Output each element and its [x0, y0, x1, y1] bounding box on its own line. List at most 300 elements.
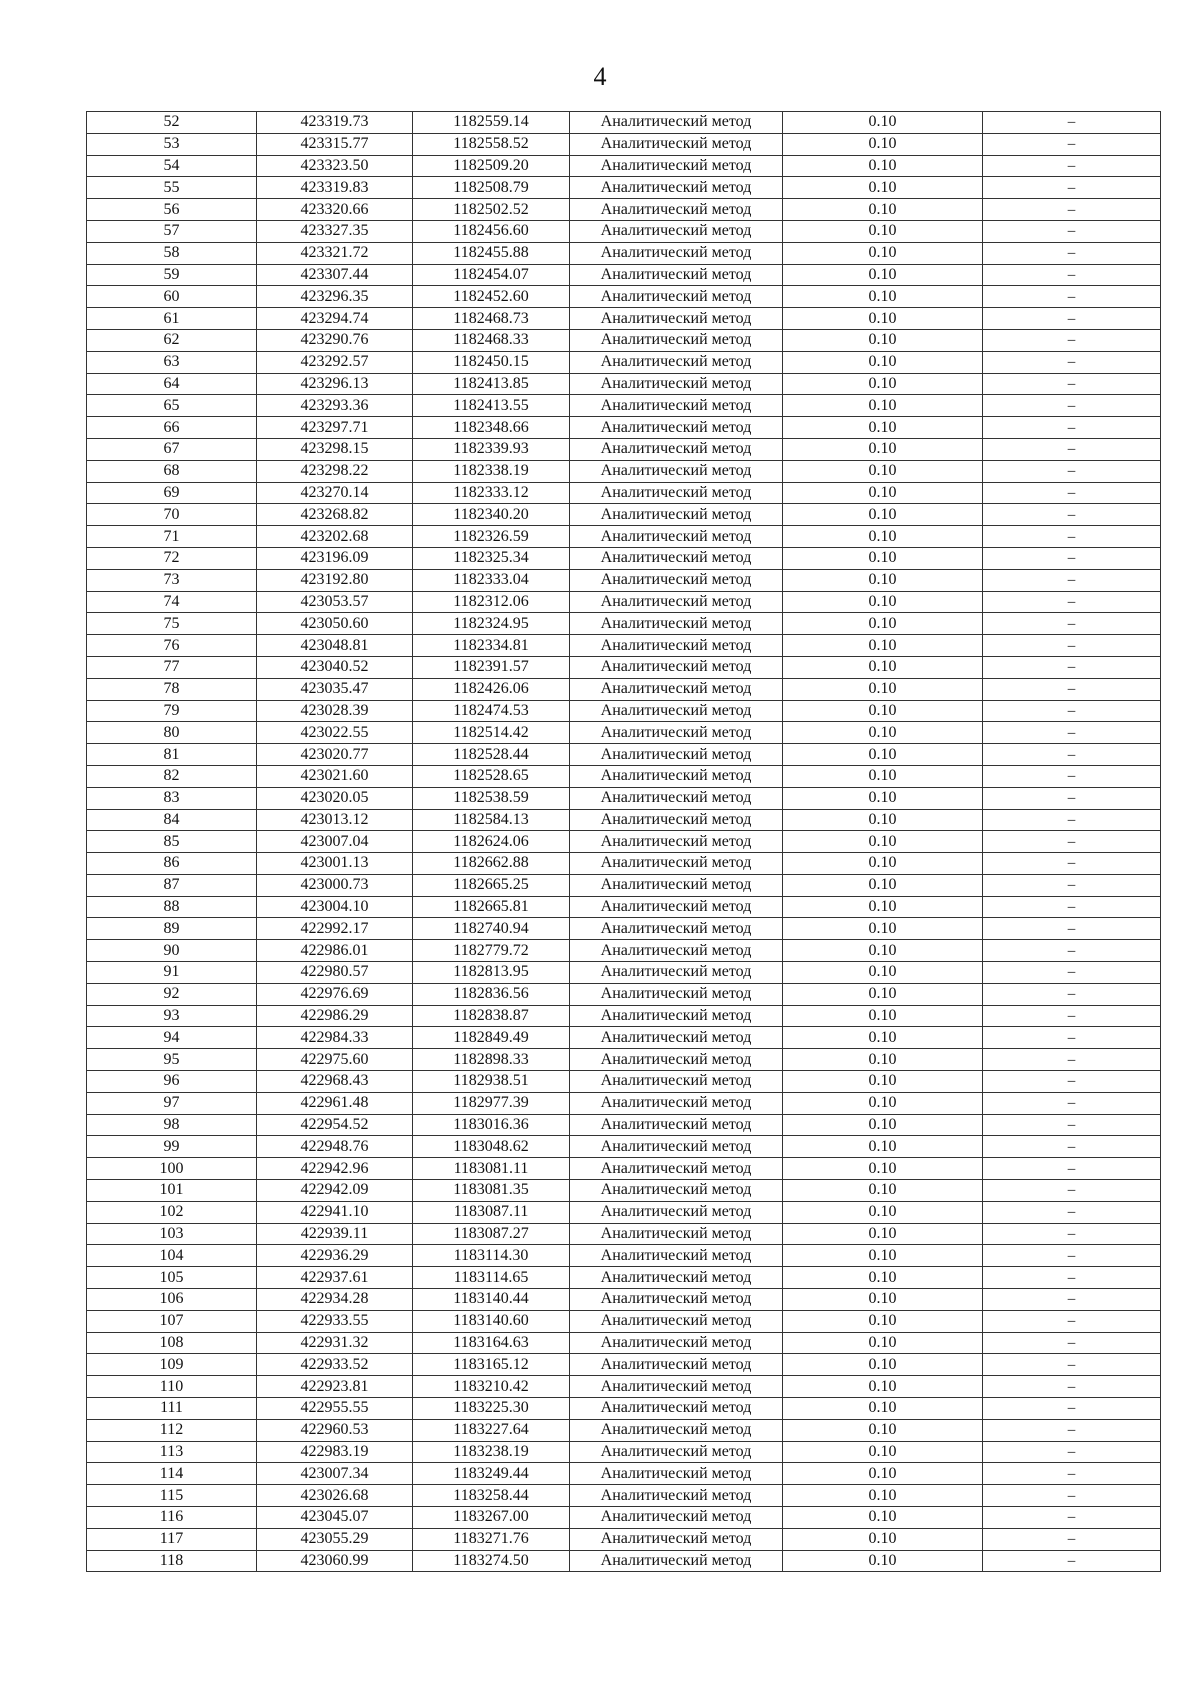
x-coordinate-cell: 422923.81 — [257, 1376, 413, 1398]
x-coordinate-cell: 422983.19 — [257, 1441, 413, 1463]
point-number-cell: 59 — [87, 264, 257, 286]
x-coordinate-cell: 423004.10 — [257, 896, 413, 918]
accuracy-cell: 0.10 — [783, 1245, 983, 1267]
table-row — [87, 1158, 1161, 1180]
y-coordinate-cell: 1182334.81 — [413, 635, 570, 657]
table-row — [87, 547, 1161, 569]
description-cell: – — [983, 569, 1161, 591]
accuracy-cell: 0.10 — [783, 1419, 983, 1441]
accuracy-cell: 0.10 — [783, 264, 983, 286]
accuracy-cell: 0.10 — [783, 853, 983, 875]
description-cell: – — [983, 417, 1161, 439]
table-row — [87, 1332, 1161, 1354]
y-coordinate-cell: 1182514.42 — [413, 722, 570, 744]
x-coordinate-cell: 422992.17 — [257, 918, 413, 940]
x-coordinate-cell: 423020.05 — [257, 787, 413, 809]
table-row — [87, 1267, 1161, 1289]
point-number-cell: 93 — [87, 1005, 257, 1027]
accuracy-cell: 0.10 — [783, 547, 983, 569]
y-coordinate-cell: 1183227.64 — [413, 1419, 570, 1441]
accuracy-cell: 0.10 — [783, 417, 983, 439]
point-number-cell: 61 — [87, 308, 257, 330]
x-coordinate-cell: 422936.29 — [257, 1245, 413, 1267]
table-row — [87, 438, 1161, 460]
accuracy-cell: 0.10 — [783, 1049, 983, 1071]
y-coordinate-cell: 1183271.76 — [413, 1528, 570, 1550]
method-cell: Аналитический метод — [570, 460, 783, 482]
table-row — [87, 504, 1161, 526]
point-number-cell: 110 — [87, 1376, 257, 1398]
point-number-cell: 111 — [87, 1398, 257, 1420]
accuracy-cell: 0.10 — [783, 569, 983, 591]
accuracy-cell: 0.10 — [783, 351, 983, 373]
point-number-cell: 89 — [87, 918, 257, 940]
method-cell: Аналитический метод — [570, 1223, 783, 1245]
accuracy-cell: 0.10 — [783, 1201, 983, 1223]
point-number-cell: 70 — [87, 504, 257, 526]
y-coordinate-cell: 1182455.88 — [413, 242, 570, 264]
table-row — [87, 1180, 1161, 1202]
x-coordinate-cell: 422931.32 — [257, 1332, 413, 1354]
y-coordinate-cell: 1182452.60 — [413, 286, 570, 308]
point-number-cell: 98 — [87, 1114, 257, 1136]
description-cell: – — [983, 1354, 1161, 1376]
table-row — [87, 395, 1161, 417]
point-number-cell: 106 — [87, 1289, 257, 1311]
method-cell: Аналитический метод — [570, 1114, 783, 1136]
x-coordinate-cell: 423323.50 — [257, 155, 413, 177]
method-cell: Аналитический метод — [570, 1332, 783, 1354]
point-number-cell: 92 — [87, 983, 257, 1005]
method-cell: Аналитический метод — [570, 853, 783, 875]
y-coordinate-cell: 1182348.66 — [413, 417, 570, 439]
x-coordinate-cell: 423292.57 — [257, 351, 413, 373]
y-coordinate-cell: 1182468.73 — [413, 308, 570, 330]
table-row — [87, 1223, 1161, 1245]
x-coordinate-cell: 423293.36 — [257, 395, 413, 417]
table-row — [87, 1245, 1161, 1267]
description-cell: – — [983, 765, 1161, 787]
x-coordinate-cell: 423022.55 — [257, 722, 413, 744]
point-number-cell: 74 — [87, 591, 257, 613]
x-coordinate-cell: 423048.81 — [257, 635, 413, 657]
y-coordinate-cell: 1183165.12 — [413, 1354, 570, 1376]
table-row — [87, 177, 1161, 199]
accuracy-cell: 0.10 — [783, 1005, 983, 1027]
description-cell: – — [983, 286, 1161, 308]
method-cell: Аналитический метод — [570, 1463, 783, 1485]
point-number-cell: 103 — [87, 1223, 257, 1245]
y-coordinate-cell: 1182339.93 — [413, 438, 570, 460]
method-cell: Аналитический метод — [570, 220, 783, 242]
table-row — [87, 286, 1161, 308]
table-row — [87, 155, 1161, 177]
point-number-cell: 112 — [87, 1419, 257, 1441]
description-cell: – — [983, 1528, 1161, 1550]
x-coordinate-cell: 422934.28 — [257, 1289, 413, 1311]
description-cell: – — [983, 373, 1161, 395]
accuracy-cell: 0.10 — [783, 613, 983, 635]
accuracy-cell: 0.10 — [783, 395, 983, 417]
accuracy-cell: 0.10 — [783, 700, 983, 722]
y-coordinate-cell: 1182740.94 — [413, 918, 570, 940]
accuracy-cell: 0.10 — [783, 133, 983, 155]
method-cell: Аналитический метод — [570, 1398, 783, 1420]
accuracy-cell: 0.10 — [783, 678, 983, 700]
x-coordinate-cell: 423026.68 — [257, 1485, 413, 1507]
accuracy-cell: 0.10 — [783, 722, 983, 744]
point-number-cell: 76 — [87, 635, 257, 657]
description-cell: – — [983, 112, 1161, 134]
table-row — [87, 744, 1161, 766]
method-cell: Аналитический метод — [570, 112, 783, 134]
description-cell: – — [983, 918, 1161, 940]
point-number-cell: 54 — [87, 155, 257, 177]
x-coordinate-cell: 423298.22 — [257, 460, 413, 482]
table-row — [87, 874, 1161, 896]
accuracy-cell: 0.10 — [783, 1092, 983, 1114]
y-coordinate-cell: 1182468.33 — [413, 329, 570, 351]
point-number-cell: 105 — [87, 1267, 257, 1289]
method-cell: Аналитический метод — [570, 613, 783, 635]
description-cell: – — [983, 1201, 1161, 1223]
point-number-cell: 73 — [87, 569, 257, 591]
point-number-cell: 115 — [87, 1485, 257, 1507]
method-cell: Аналитический метод — [570, 896, 783, 918]
point-number-cell: 88 — [87, 896, 257, 918]
method-cell: Аналитический метод — [570, 308, 783, 330]
x-coordinate-cell: 423045.07 — [257, 1507, 413, 1529]
table-row — [87, 1201, 1161, 1223]
point-number-cell: 99 — [87, 1136, 257, 1158]
point-number-cell: 97 — [87, 1092, 257, 1114]
x-coordinate-cell: 422941.10 — [257, 1201, 413, 1223]
point-number-cell: 84 — [87, 809, 257, 831]
y-coordinate-cell: 1182426.06 — [413, 678, 570, 700]
method-cell: Аналитический метод — [570, 1267, 783, 1289]
point-number-cell: 85 — [87, 831, 257, 853]
y-coordinate-cell: 1182456.60 — [413, 220, 570, 242]
method-cell: Аналитический метод — [570, 395, 783, 417]
method-cell: Аналитический метод — [570, 591, 783, 613]
table-row — [87, 308, 1161, 330]
method-cell: Аналитический метод — [570, 1158, 783, 1180]
table-row — [87, 1049, 1161, 1071]
accuracy-cell: 0.10 — [783, 1354, 983, 1376]
y-coordinate-cell: 1183114.30 — [413, 1245, 570, 1267]
point-number-cell: 116 — [87, 1507, 257, 1529]
point-number-cell: 90 — [87, 940, 257, 962]
y-coordinate-cell: 1183164.63 — [413, 1332, 570, 1354]
point-number-cell: 107 — [87, 1310, 257, 1332]
x-coordinate-cell: 422948.76 — [257, 1136, 413, 1158]
description-cell: – — [983, 1049, 1161, 1071]
description-cell: – — [983, 504, 1161, 526]
x-coordinate-cell: 423320.66 — [257, 199, 413, 221]
x-coordinate-cell: 423007.34 — [257, 1463, 413, 1485]
point-number-cell: 56 — [87, 199, 257, 221]
x-coordinate-cell: 422942.96 — [257, 1158, 413, 1180]
x-coordinate-cell: 422942.09 — [257, 1180, 413, 1202]
method-cell: Аналитический метод — [570, 242, 783, 264]
method-cell: Аналитический метод — [570, 1136, 783, 1158]
method-cell: Аналитический метод — [570, 918, 783, 940]
x-coordinate-cell: 422937.61 — [257, 1267, 413, 1289]
point-number-cell: 60 — [87, 286, 257, 308]
point-number-cell: 108 — [87, 1332, 257, 1354]
x-coordinate-cell: 423055.29 — [257, 1528, 413, 1550]
description-cell: – — [983, 1005, 1161, 1027]
x-coordinate-cell: 423035.47 — [257, 678, 413, 700]
description-cell: – — [983, 1027, 1161, 1049]
y-coordinate-cell: 1182898.33 — [413, 1049, 570, 1071]
table-row — [87, 1310, 1161, 1332]
x-coordinate-cell: 422955.55 — [257, 1398, 413, 1420]
method-cell: Аналитический метод — [570, 1354, 783, 1376]
table-row — [87, 1507, 1161, 1529]
method-cell: Аналитический метод — [570, 1201, 783, 1223]
description-cell: – — [983, 591, 1161, 613]
accuracy-cell: 0.10 — [783, 155, 983, 177]
table-row — [87, 417, 1161, 439]
table-row — [87, 329, 1161, 351]
accuracy-cell: 0.10 — [783, 1180, 983, 1202]
y-coordinate-cell: 1182454.07 — [413, 264, 570, 286]
method-cell: Аналитический метод — [570, 1419, 783, 1441]
table-row — [87, 809, 1161, 831]
y-coordinate-cell: 1182325.34 — [413, 547, 570, 569]
point-number-cell: 62 — [87, 329, 257, 351]
method-cell: Аналитический метод — [570, 656, 783, 678]
y-coordinate-cell: 1182977.39 — [413, 1092, 570, 1114]
point-number-cell: 69 — [87, 482, 257, 504]
method-cell: Аналитический метод — [570, 1441, 783, 1463]
y-coordinate-cell: 1183114.65 — [413, 1267, 570, 1289]
table-row — [87, 656, 1161, 678]
description-cell: – — [983, 635, 1161, 657]
table-row — [87, 896, 1161, 918]
accuracy-cell: 0.10 — [783, 983, 983, 1005]
table-row — [87, 1550, 1161, 1572]
y-coordinate-cell: 1182938.51 — [413, 1071, 570, 1093]
method-cell: Аналитический метод — [570, 1092, 783, 1114]
description-cell: – — [983, 133, 1161, 155]
description-cell: – — [983, 1441, 1161, 1463]
point-number-cell: 79 — [87, 700, 257, 722]
y-coordinate-cell: 1182528.65 — [413, 765, 570, 787]
accuracy-cell: 0.10 — [783, 112, 983, 134]
x-coordinate-cell: 423013.12 — [257, 809, 413, 831]
accuracy-cell: 0.10 — [783, 1289, 983, 1311]
accuracy-cell: 0.10 — [783, 1136, 983, 1158]
accuracy-cell: 0.10 — [783, 286, 983, 308]
method-cell: Аналитический метод — [570, 1289, 783, 1311]
method-cell: Аналитический метод — [570, 831, 783, 853]
y-coordinate-cell: 1182450.15 — [413, 351, 570, 373]
accuracy-cell: 0.10 — [783, 1114, 983, 1136]
y-coordinate-cell: 1182559.14 — [413, 112, 570, 134]
x-coordinate-cell: 422939.11 — [257, 1223, 413, 1245]
point-number-cell: 52 — [87, 112, 257, 134]
table-row — [87, 199, 1161, 221]
table-row — [87, 787, 1161, 809]
description-cell: – — [983, 1223, 1161, 1245]
description-cell: – — [983, 853, 1161, 875]
method-cell: Аналитический метод — [570, 722, 783, 744]
accuracy-cell: 0.10 — [783, 656, 983, 678]
table-row — [87, 1398, 1161, 1420]
table-row — [87, 112, 1161, 134]
x-coordinate-cell: 422961.48 — [257, 1092, 413, 1114]
accuracy-cell: 0.10 — [783, 438, 983, 460]
description-cell: – — [983, 308, 1161, 330]
table-row — [87, 853, 1161, 875]
description-cell: – — [983, 526, 1161, 548]
y-coordinate-cell: 1182326.59 — [413, 526, 570, 548]
method-cell: Аналитический метод — [570, 351, 783, 373]
description-cell: – — [983, 874, 1161, 896]
y-coordinate-cell: 1182413.55 — [413, 395, 570, 417]
method-cell: Аналитический метод — [570, 504, 783, 526]
description-cell: – — [983, 1289, 1161, 1311]
method-cell: Аналитический метод — [570, 1376, 783, 1398]
point-number-cell: 77 — [87, 656, 257, 678]
x-coordinate-cell: 422984.33 — [257, 1027, 413, 1049]
accuracy-cell: 0.10 — [783, 1507, 983, 1529]
point-number-cell: 81 — [87, 744, 257, 766]
x-coordinate-cell: 423196.09 — [257, 547, 413, 569]
method-cell: Аналитический метод — [570, 809, 783, 831]
accuracy-cell: 0.10 — [783, 1398, 983, 1420]
x-coordinate-cell: 423202.68 — [257, 526, 413, 548]
table-row — [87, 722, 1161, 744]
x-coordinate-cell: 423007.04 — [257, 831, 413, 853]
description-cell: – — [983, 1507, 1161, 1529]
x-coordinate-cell: 423296.35 — [257, 286, 413, 308]
y-coordinate-cell: 1182538.59 — [413, 787, 570, 809]
table-row — [87, 569, 1161, 591]
description-cell: – — [983, 264, 1161, 286]
accuracy-cell: 0.10 — [783, 1528, 983, 1550]
point-number-cell: 71 — [87, 526, 257, 548]
y-coordinate-cell: 1182312.06 — [413, 591, 570, 613]
description-cell: – — [983, 482, 1161, 504]
accuracy-cell: 0.10 — [783, 1158, 983, 1180]
table-row — [87, 220, 1161, 242]
x-coordinate-cell: 423290.76 — [257, 329, 413, 351]
x-coordinate-cell: 423270.14 — [257, 482, 413, 504]
x-coordinate-cell: 422975.60 — [257, 1049, 413, 1071]
method-cell: Аналитический метод — [570, 199, 783, 221]
x-coordinate-cell: 423000.73 — [257, 874, 413, 896]
x-coordinate-cell: 423040.52 — [257, 656, 413, 678]
description-cell: – — [983, 1267, 1161, 1289]
x-coordinate-cell: 423053.57 — [257, 591, 413, 613]
accuracy-cell: 0.10 — [783, 220, 983, 242]
accuracy-cell: 0.10 — [783, 242, 983, 264]
accuracy-cell: 0.10 — [783, 940, 983, 962]
table-row — [87, 940, 1161, 962]
y-coordinate-cell: 1183140.60 — [413, 1310, 570, 1332]
description-cell: – — [983, 1419, 1161, 1441]
table-row — [87, 983, 1161, 1005]
y-coordinate-cell: 1182333.12 — [413, 482, 570, 504]
point-number-cell: 64 — [87, 373, 257, 395]
x-coordinate-cell: 423321.72 — [257, 242, 413, 264]
point-number-cell: 96 — [87, 1071, 257, 1093]
table-row — [87, 242, 1161, 264]
point-number-cell: 67 — [87, 438, 257, 460]
x-coordinate-cell: 422986.01 — [257, 940, 413, 962]
method-cell: Аналитический метод — [570, 1049, 783, 1071]
table-row — [87, 373, 1161, 395]
x-coordinate-cell: 423268.82 — [257, 504, 413, 526]
description-cell: – — [983, 678, 1161, 700]
point-number-cell: 94 — [87, 1027, 257, 1049]
y-coordinate-cell: 1182584.13 — [413, 809, 570, 831]
x-coordinate-cell: 423315.77 — [257, 133, 413, 155]
method-cell: Аналитический метод — [570, 133, 783, 155]
point-number-cell: 109 — [87, 1354, 257, 1376]
table-row — [87, 962, 1161, 984]
description-cell: – — [983, 1485, 1161, 1507]
method-cell: Аналитический метод — [570, 744, 783, 766]
table-row — [87, 264, 1161, 286]
point-number-cell: 91 — [87, 962, 257, 984]
description-cell: – — [983, 896, 1161, 918]
method-cell: Аналитический метод — [570, 940, 783, 962]
table-row — [87, 1071, 1161, 1093]
x-coordinate-cell: 423020.77 — [257, 744, 413, 766]
point-number-cell: 66 — [87, 417, 257, 439]
description-cell: – — [983, 1398, 1161, 1420]
method-cell: Аналитический метод — [570, 1180, 783, 1202]
table-row — [87, 1485, 1161, 1507]
method-cell: Аналитический метод — [570, 1550, 783, 1572]
method-cell: Аналитический метод — [570, 417, 783, 439]
point-number-cell: 53 — [87, 133, 257, 155]
table-row — [87, 1441, 1161, 1463]
point-number-cell: 114 — [87, 1463, 257, 1485]
x-coordinate-cell: 423294.74 — [257, 308, 413, 330]
table-row — [87, 765, 1161, 787]
point-number-cell: 113 — [87, 1441, 257, 1463]
x-coordinate-cell: 422933.55 — [257, 1310, 413, 1332]
y-coordinate-cell: 1183081.35 — [413, 1180, 570, 1202]
point-number-cell: 83 — [87, 787, 257, 809]
table-row — [87, 1463, 1161, 1485]
table-row — [87, 918, 1161, 940]
y-coordinate-cell: 1183048.62 — [413, 1136, 570, 1158]
accuracy-cell: 0.10 — [783, 1441, 983, 1463]
y-coordinate-cell: 1183274.50 — [413, 1550, 570, 1572]
method-cell: Аналитический метод — [570, 983, 783, 1005]
x-coordinate-cell: 423001.13 — [257, 853, 413, 875]
description-cell: – — [983, 1376, 1161, 1398]
table-row — [87, 1005, 1161, 1027]
description-cell: – — [983, 983, 1161, 1005]
description-cell: – — [983, 744, 1161, 766]
x-coordinate-cell: 423060.99 — [257, 1550, 413, 1572]
description-cell: – — [983, 547, 1161, 569]
method-cell: Аналитический метод — [570, 482, 783, 504]
point-number-cell: 80 — [87, 722, 257, 744]
point-number-cell: 75 — [87, 613, 257, 635]
table-row — [87, 133, 1161, 155]
description-cell: – — [983, 809, 1161, 831]
accuracy-cell: 0.10 — [783, 482, 983, 504]
table-row — [87, 678, 1161, 700]
